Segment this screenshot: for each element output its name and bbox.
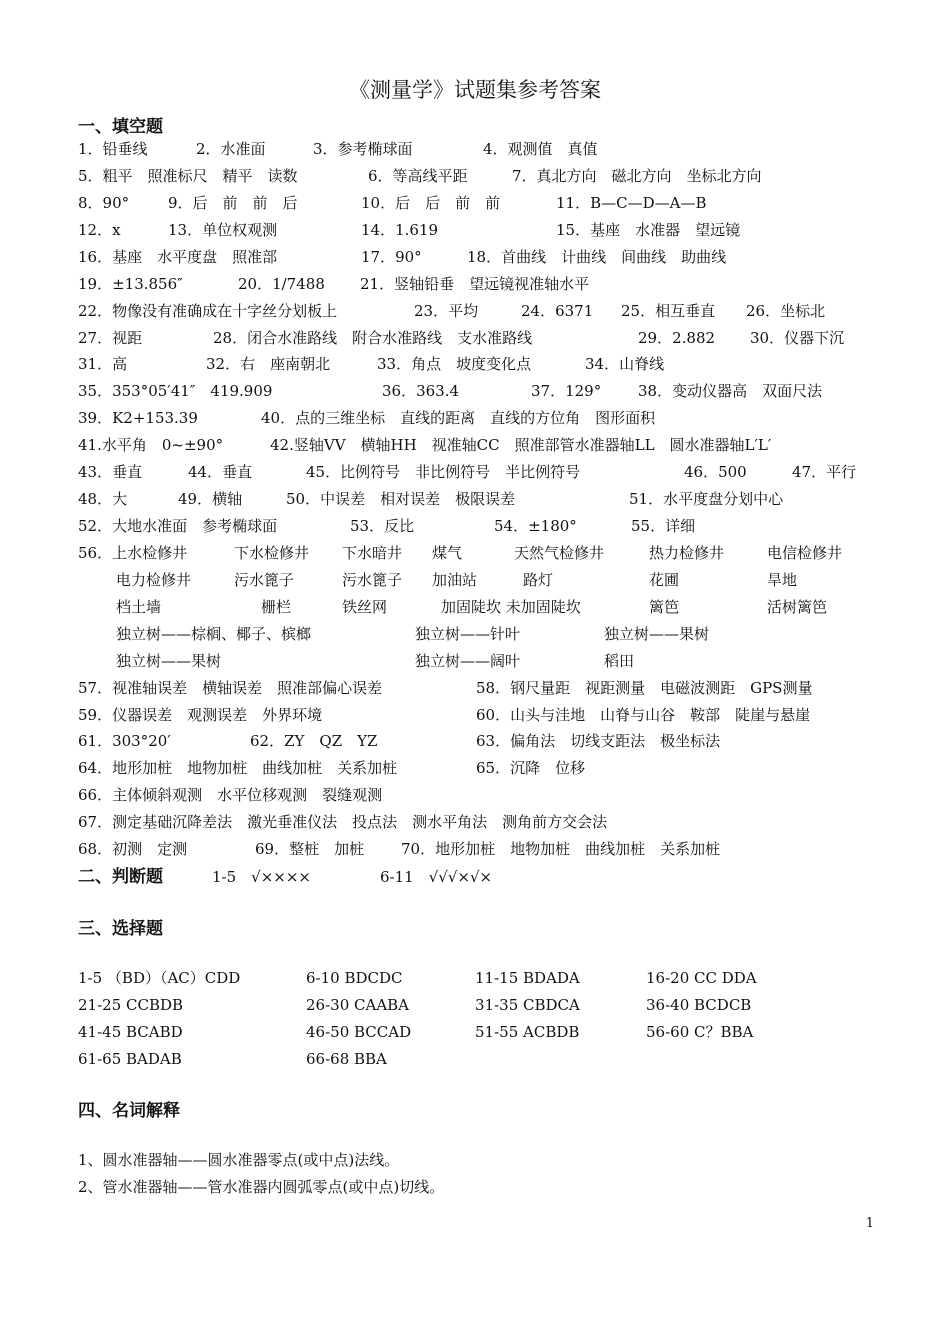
answer-line xyxy=(78,408,878,428)
answer-item: 下水暗井 xyxy=(342,544,403,562)
answer-line xyxy=(78,543,878,563)
choice-answer-group: 66-68 BBA xyxy=(306,1050,387,1068)
answer-item: 花圃 xyxy=(649,571,680,589)
answer-item: 栅栏 xyxy=(261,598,292,616)
answer-line xyxy=(78,489,878,509)
answer-item: 40．点的三维坐标 直线的距离 直线的方位角 图形面积 xyxy=(261,409,656,427)
answer-item: 27．视距 xyxy=(78,329,143,347)
judge-answers-1-5: 1-5 √×××× xyxy=(212,868,311,886)
choice-answer-group: 6-10 BDCDC xyxy=(306,969,403,987)
answer-item: 4．观测值 真值 xyxy=(483,140,598,158)
answer-item: 电信检修井 xyxy=(767,544,843,562)
choice-answer-group: 41-45 BCABD xyxy=(78,1023,183,1041)
answer-item: 3．参考椭球面 xyxy=(313,140,413,158)
answer-item: 33．角点 坡度变化点 xyxy=(377,355,532,373)
answer-item: 43．垂直 xyxy=(78,463,143,481)
page-number: 1 xyxy=(865,1216,874,1231)
answer-item: 57．视准轴误差 横轴误差 照准部偏心误差 xyxy=(78,679,383,697)
answer-item: 档土墙 xyxy=(116,598,162,616)
answer-item: 70．地形加桩 地物加桩 曲线加桩 关系加桩 xyxy=(401,840,721,858)
answer-item: 58．钢尺量距 视距测量 电磁波测距 GPS测量 xyxy=(476,679,813,697)
answer-item: 热力检修井 xyxy=(649,544,725,562)
answer-line xyxy=(78,462,878,482)
answer-item: 12．x xyxy=(78,221,121,239)
answer-item: 独立树——果树 xyxy=(604,625,710,643)
answer-item: 17．90° xyxy=(361,248,422,266)
answer-line xyxy=(78,597,878,617)
document-title: 《测量学》试题集参考答案 xyxy=(349,78,601,102)
choice-row xyxy=(78,995,878,1015)
answer-item: 41.水平角 0~±90° xyxy=(78,436,224,454)
answer-item: 38．变动仪器高 双面尺法 xyxy=(638,382,823,400)
answer-item: 32．右 座南朝北 xyxy=(206,355,331,373)
answer-item: 35．353°05′41″ 419.909 xyxy=(78,382,273,400)
section-heading-fill: 一、填空题 xyxy=(78,117,163,137)
choice-row xyxy=(78,1022,878,1042)
answer-item: 45．比例符号 非比例符号 半比例符号 xyxy=(306,463,581,481)
answer-line xyxy=(78,570,878,590)
answer-line xyxy=(78,139,878,159)
answer-item: 44．垂直 xyxy=(188,463,253,481)
answer-item: 25．相互垂直 xyxy=(621,302,716,320)
answer-item: 36．363.4 xyxy=(382,382,460,400)
answer-item: 9．后 前 前 后 xyxy=(168,194,298,212)
answer-line xyxy=(78,247,878,267)
answer-item: 31．高 xyxy=(78,355,128,373)
choice-answer-group: 31-35 CBDCA xyxy=(475,996,580,1014)
choice-answer-group: 16-20 CC DDA xyxy=(646,969,757,987)
answer-item: 53．反比 xyxy=(350,517,415,535)
answer-item: 电力检修井 xyxy=(116,571,192,589)
answer-item: 61．303°20′ xyxy=(78,732,171,750)
answer-line xyxy=(78,354,878,374)
answer-line xyxy=(78,274,878,294)
choice-answer-group: 56-60 C？BBA xyxy=(646,1023,754,1041)
choice-row xyxy=(78,968,878,988)
answer-item: 56．上水检修井 xyxy=(78,544,188,562)
answer-item: 49．横轴 xyxy=(178,490,243,508)
answer-item: 69．整桩 加桩 xyxy=(255,840,365,858)
answer-line xyxy=(78,839,878,859)
choice-answer-group: 1-5 （BD）（AC）CDD xyxy=(78,969,241,987)
answer-item: 26．坐标北 xyxy=(746,302,826,320)
answer-item: 下水检修井 xyxy=(234,544,310,562)
choice-answer-group: 11-15 BDADA xyxy=(475,969,580,987)
answer-line xyxy=(78,651,878,671)
answer-line xyxy=(78,731,878,751)
answer-item: 独立树——针叶 xyxy=(415,625,521,643)
answer-item: 15．基座 水准器 望远镜 xyxy=(556,221,741,239)
term-definition: 2、管水准器轴——管水准器内圆弧零点(或中点)切线。 xyxy=(78,1178,445,1196)
answer-item: 37．129° xyxy=(531,382,602,400)
answer-item: 独立树——棕榈、椰子、槟榔 xyxy=(116,625,312,643)
choice-row xyxy=(78,1049,878,1069)
answer-item: 24．6371 xyxy=(521,302,594,320)
section-heading-judge: 二、判断题 xyxy=(78,867,163,887)
answer-item: 62．ZY QZ YZ xyxy=(250,732,378,750)
answer-item: 独立树——果树 xyxy=(116,652,222,670)
answer-line xyxy=(78,785,878,805)
answer-item: 20．1/7488 xyxy=(238,275,325,293)
answer-item: 47．平行 xyxy=(792,463,857,481)
answer-item: 18．首曲线 计曲线 间曲线 助曲线 xyxy=(467,248,727,266)
answer-item: 13．单位权观测 xyxy=(168,221,278,239)
answer-item: 39．K2+153.39 xyxy=(78,409,198,427)
answer-item: 46．500 xyxy=(684,463,747,481)
answer-item: 旱地 xyxy=(767,571,798,589)
answer-line xyxy=(78,758,878,778)
answer-item: 16．基座 水平度盘 照准部 xyxy=(78,248,278,266)
answer-line xyxy=(78,220,878,240)
answer-item: 55．详细 xyxy=(631,517,696,535)
answer-item: 50．中误差 相对误差 极限误差 xyxy=(286,490,516,508)
answer-item: 28．闭合水准路线 附合水准路线 支水准路线 xyxy=(213,329,533,347)
choice-answer-group: 51-55 ACBDB xyxy=(475,1023,580,1041)
answer-item: 煤气 xyxy=(432,544,463,562)
answer-item: 6．等高线平距 xyxy=(368,167,468,185)
answer-item: 14．1.619 xyxy=(361,221,439,239)
answer-line xyxy=(78,624,878,644)
choice-answer-group: 61-65 BADAB xyxy=(78,1050,182,1068)
judge-answers-6-11: 6-11 √√√×√× xyxy=(380,868,493,886)
answer-line xyxy=(78,516,878,536)
answer-line xyxy=(78,678,878,698)
answer-item: 7．真北方向 磁北方向 坐标北方向 xyxy=(512,167,762,185)
answer-item: 铁丝网 xyxy=(342,598,388,616)
answer-item: 68．初测 定测 xyxy=(78,840,188,858)
answer-item: 污水篦子 xyxy=(342,571,403,589)
answer-item: 活树篱笆 xyxy=(767,598,828,616)
answer-item: 66．主体倾斜观测 水平位移观测 裂缝观测 xyxy=(78,786,383,804)
answer-item: 2．水准面 xyxy=(196,140,266,158)
answer-item: 30．仪器下沉 xyxy=(750,329,845,347)
answer-item: 8．90° xyxy=(78,194,130,212)
answer-item: 59．仪器误差 观测误差 外界环境 xyxy=(78,706,323,724)
answer-line xyxy=(78,328,878,348)
answer-item: 23．平均 xyxy=(414,302,479,320)
answer-line xyxy=(78,381,878,401)
answer-line xyxy=(78,812,878,832)
answer-item: 64．地形加桩 地物加桩 曲线加桩 关系加桩 xyxy=(78,759,398,777)
answer-item: 路灯 xyxy=(523,571,554,589)
answer-line xyxy=(78,166,878,186)
answer-item: 60．山头与洼地 山脊与山谷 鞍部 陡崖与悬崖 xyxy=(476,706,811,724)
answer-line xyxy=(78,705,878,725)
answer-item: 篱笆 xyxy=(649,598,680,616)
answer-line xyxy=(78,193,878,213)
term-definition: 1、圆水准器轴——圆水准器零点(或中点)法线。 xyxy=(78,1151,400,1169)
answer-item: 加固陡坎 未加固陡坎 xyxy=(441,598,581,616)
answer-item: 19．±13.856″ xyxy=(78,275,183,293)
choice-answer-group: 46-50 BCCAD xyxy=(306,1023,412,1041)
section-heading-terms: 四、名词解释 xyxy=(78,1101,180,1121)
choice-answer-group: 26-30 CAABA xyxy=(306,996,410,1014)
answer-item: 10．后 后 前 前 xyxy=(361,194,501,212)
answer-item: 42.竖轴VV 横轴HH 视准轴CC 照准部管水准器轴LL 圆水准器轴L′L′ xyxy=(270,436,772,454)
answer-item: 48．大 xyxy=(78,490,128,508)
answer-item: 22．物像没有准确成在十字丝分划板上 xyxy=(78,302,338,320)
answer-item: 54．±180° xyxy=(494,517,577,535)
answer-item: 29．2.882 xyxy=(638,329,716,347)
answer-item: 5．粗平 照准标尺 精平 读数 xyxy=(78,167,298,185)
section-heading-choice: 三、选择题 xyxy=(78,919,163,939)
answer-item: 67．测定基础沉降差法 激光垂准仪法 投点法 测水平角法 测角前方交会法 xyxy=(78,813,608,831)
answer-item: 独立树——阔叶 xyxy=(415,652,521,670)
choice-answer-group: 36-40 BCDCB xyxy=(646,996,752,1014)
answer-item: 1．铅垂线 xyxy=(78,140,148,158)
answer-item: 65．沉降 位移 xyxy=(476,759,586,777)
answer-item: 34．山脊线 xyxy=(585,355,665,373)
answer-item: 加油站 xyxy=(432,571,478,589)
answer-item: 污水篦子 xyxy=(234,571,295,589)
answer-line xyxy=(78,301,878,321)
choice-answer-group: 21-25 CCBDB xyxy=(78,996,184,1014)
answer-item: 11．B—C—D—A—B xyxy=(556,194,707,212)
answer-item: 51．水平度盘分划中心 xyxy=(629,490,784,508)
answer-item: 63．偏角法 切线支距法 极坐标法 xyxy=(476,732,721,750)
answer-item: 21．竖轴铅垂 望远镜视准轴水平 xyxy=(360,275,590,293)
answer-item: 稻田 xyxy=(604,652,635,670)
answer-item: 52．大地水准面 参考椭球面 xyxy=(78,517,278,535)
answer-line xyxy=(78,435,878,455)
answer-item: 天然气检修井 xyxy=(514,544,605,562)
